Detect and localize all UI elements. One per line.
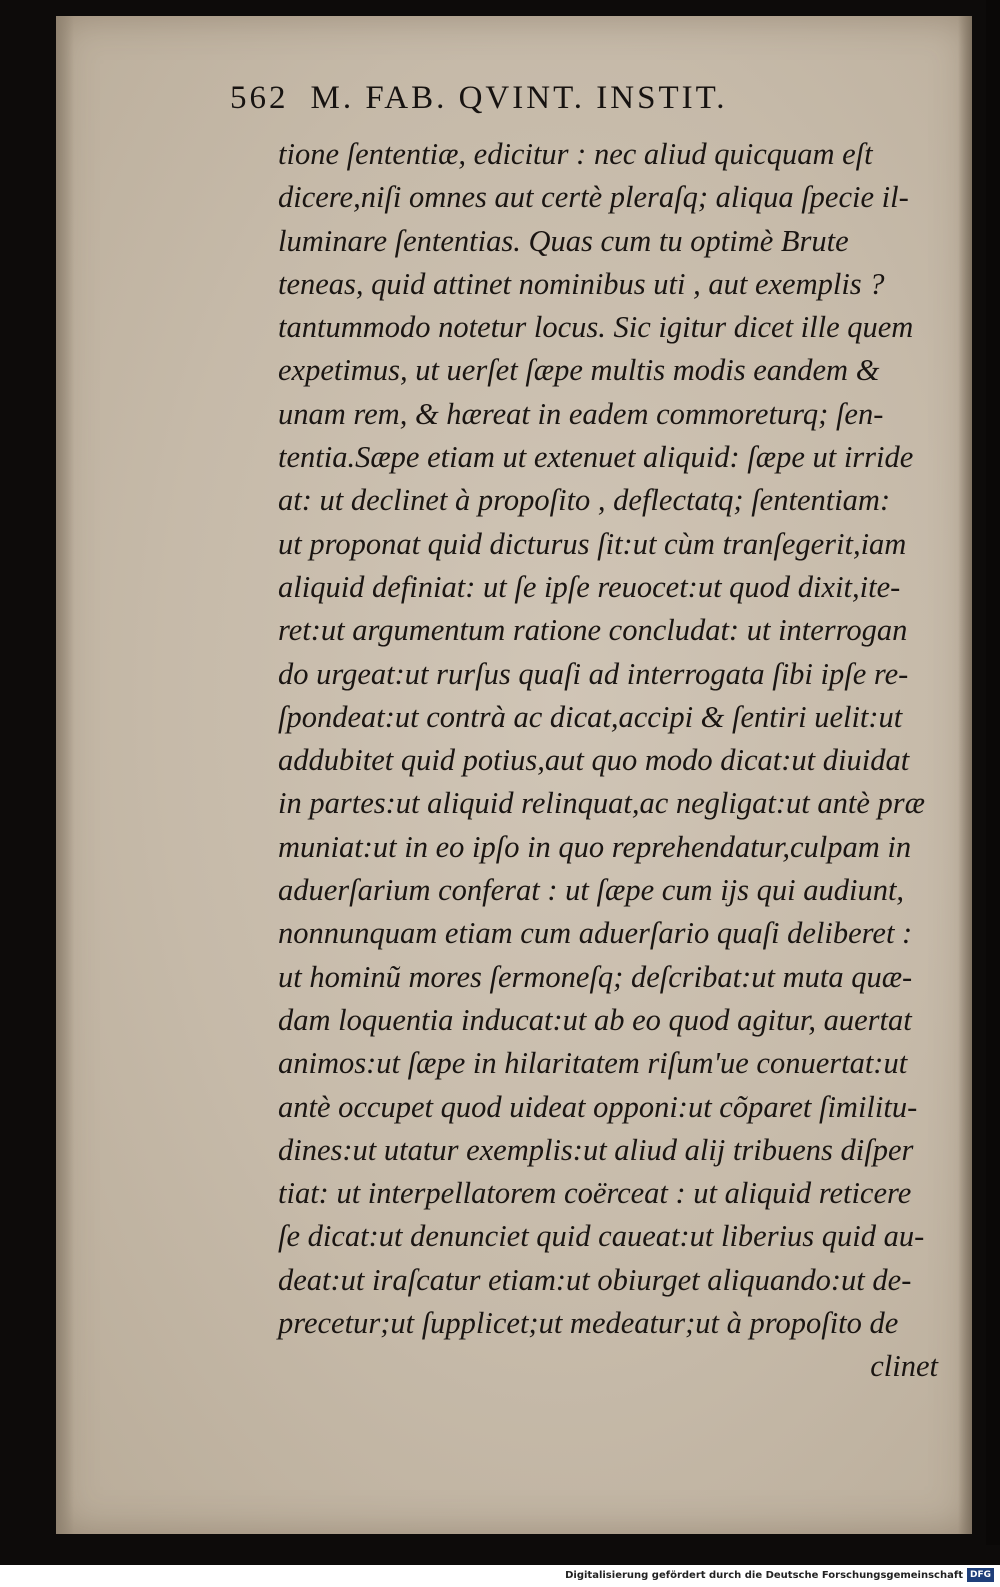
text-line: in partes:ut aliquid relinquat,ac negligat:ut antè præ [278, 786, 925, 821]
text-line: ut proponat quid dicturus ſit:ut cùm tranſegerit,iam [278, 526, 907, 561]
text-line: expetimus, ut uerſet ſæpe multis modis eandem & [278, 353, 880, 388]
page-gutter-shadow [56, 16, 74, 1534]
text-line: unam rem, & hæreat in eadem commoreturq; ſen- [278, 396, 884, 431]
running-head [230, 80, 930, 117]
text-line: animos:ut ſæpe in hilaritatem riſum'ue conuertat:ut [278, 1046, 908, 1081]
text-line: luminare ſententias. Quas cum tu optimè Brute [278, 223, 849, 258]
text-line: antè occupet quod uideat opponi:ut cõparet ſimilitu- [278, 1089, 918, 1124]
right-binding-shadow [986, 0, 1000, 1545]
text-line: tantummodo notetur locus. Sic igitur dicet ille quem [278, 310, 914, 345]
text-line: dines:ut utatur exemplis:ut aliud alij tribuens diſper [278, 1132, 914, 1167]
text-line: ſpondeat:ut contrà ac dicat,accipi & ſentiri uelit:ut [278, 699, 903, 734]
text-line: at: ut declinet à propoſito , deflectatq; ſententiam: [278, 483, 891, 518]
text-line: tione ſententiæ, edicitur : nec aliud quicquam eſt [278, 137, 873, 171]
page-number: 562 [230, 80, 289, 116]
text-line: deat:ut iraſcatur etiam:ut obiurget aliquando:ut de- [278, 1262, 912, 1297]
text-line: teneas, quid attinet nominibus uti , aut exemplis ? [278, 266, 885, 301]
text-line: tentia.Sæpe etiam ut extenuet aliquid: ſæpe ut irride [278, 440, 914, 475]
text-line: dicere,niſi omnes aut certè pleraſq; aliqua ſpecie il- [278, 180, 909, 215]
page-edge-shadow [958, 16, 972, 1534]
dfg-logo: DFG [967, 1568, 994, 1582]
text-line: ut hominũ mores ſermoneſq; deſcribat:ut muta quæ- [278, 959, 913, 994]
running-title: M. FAB. QVINT. INSTIT. [310, 80, 728, 116]
footer-bar [0, 1565, 1000, 1587]
text-line: addubitet quid potius,aut quo modo dicat:ut diuidat [278, 743, 910, 778]
text-line: aduerſarium conferat : ut ſæpe cum ijs qui audiunt, [278, 873, 905, 908]
body-text [278, 133, 948, 1389]
text-line: precetur;ut ſupplicet;ut medeatur;ut à propoſito de [278, 1306, 899, 1341]
funding-notice: Digitalisierung gefördert durch die Deutsche Forschungsgemeinschaft [565, 1570, 963, 1581]
catchword: clinet [870, 1349, 938, 1384]
text-line: ſe dicat:ut denunciet quid caueat:ut liberius quid au- [278, 1219, 925, 1254]
text-line: muniat:ut in eo ipſo in quo reprehendatur,culpam in [278, 829, 912, 864]
text-line: dam loquentia inducat:ut ab eo quod agitur, auertat [278, 1002, 912, 1037]
text-line: tiat: ut interpellatorem coërceat : ut aliquid reticere [278, 1176, 912, 1211]
text-line: do urgeat:ut rurſus quaſi ad interrogata ſibi ipſe re- [278, 656, 909, 691]
text-line: nonnunquam etiam cum aduerſario quaſi deliberet : [278, 916, 913, 951]
text-line: aliquid definiat: ut ſe ipſe reuocet:ut quod dixit,ite- [278, 569, 901, 604]
text-line: ret:ut argumentum ratione concludat: ut interrogan [278, 613, 908, 648]
